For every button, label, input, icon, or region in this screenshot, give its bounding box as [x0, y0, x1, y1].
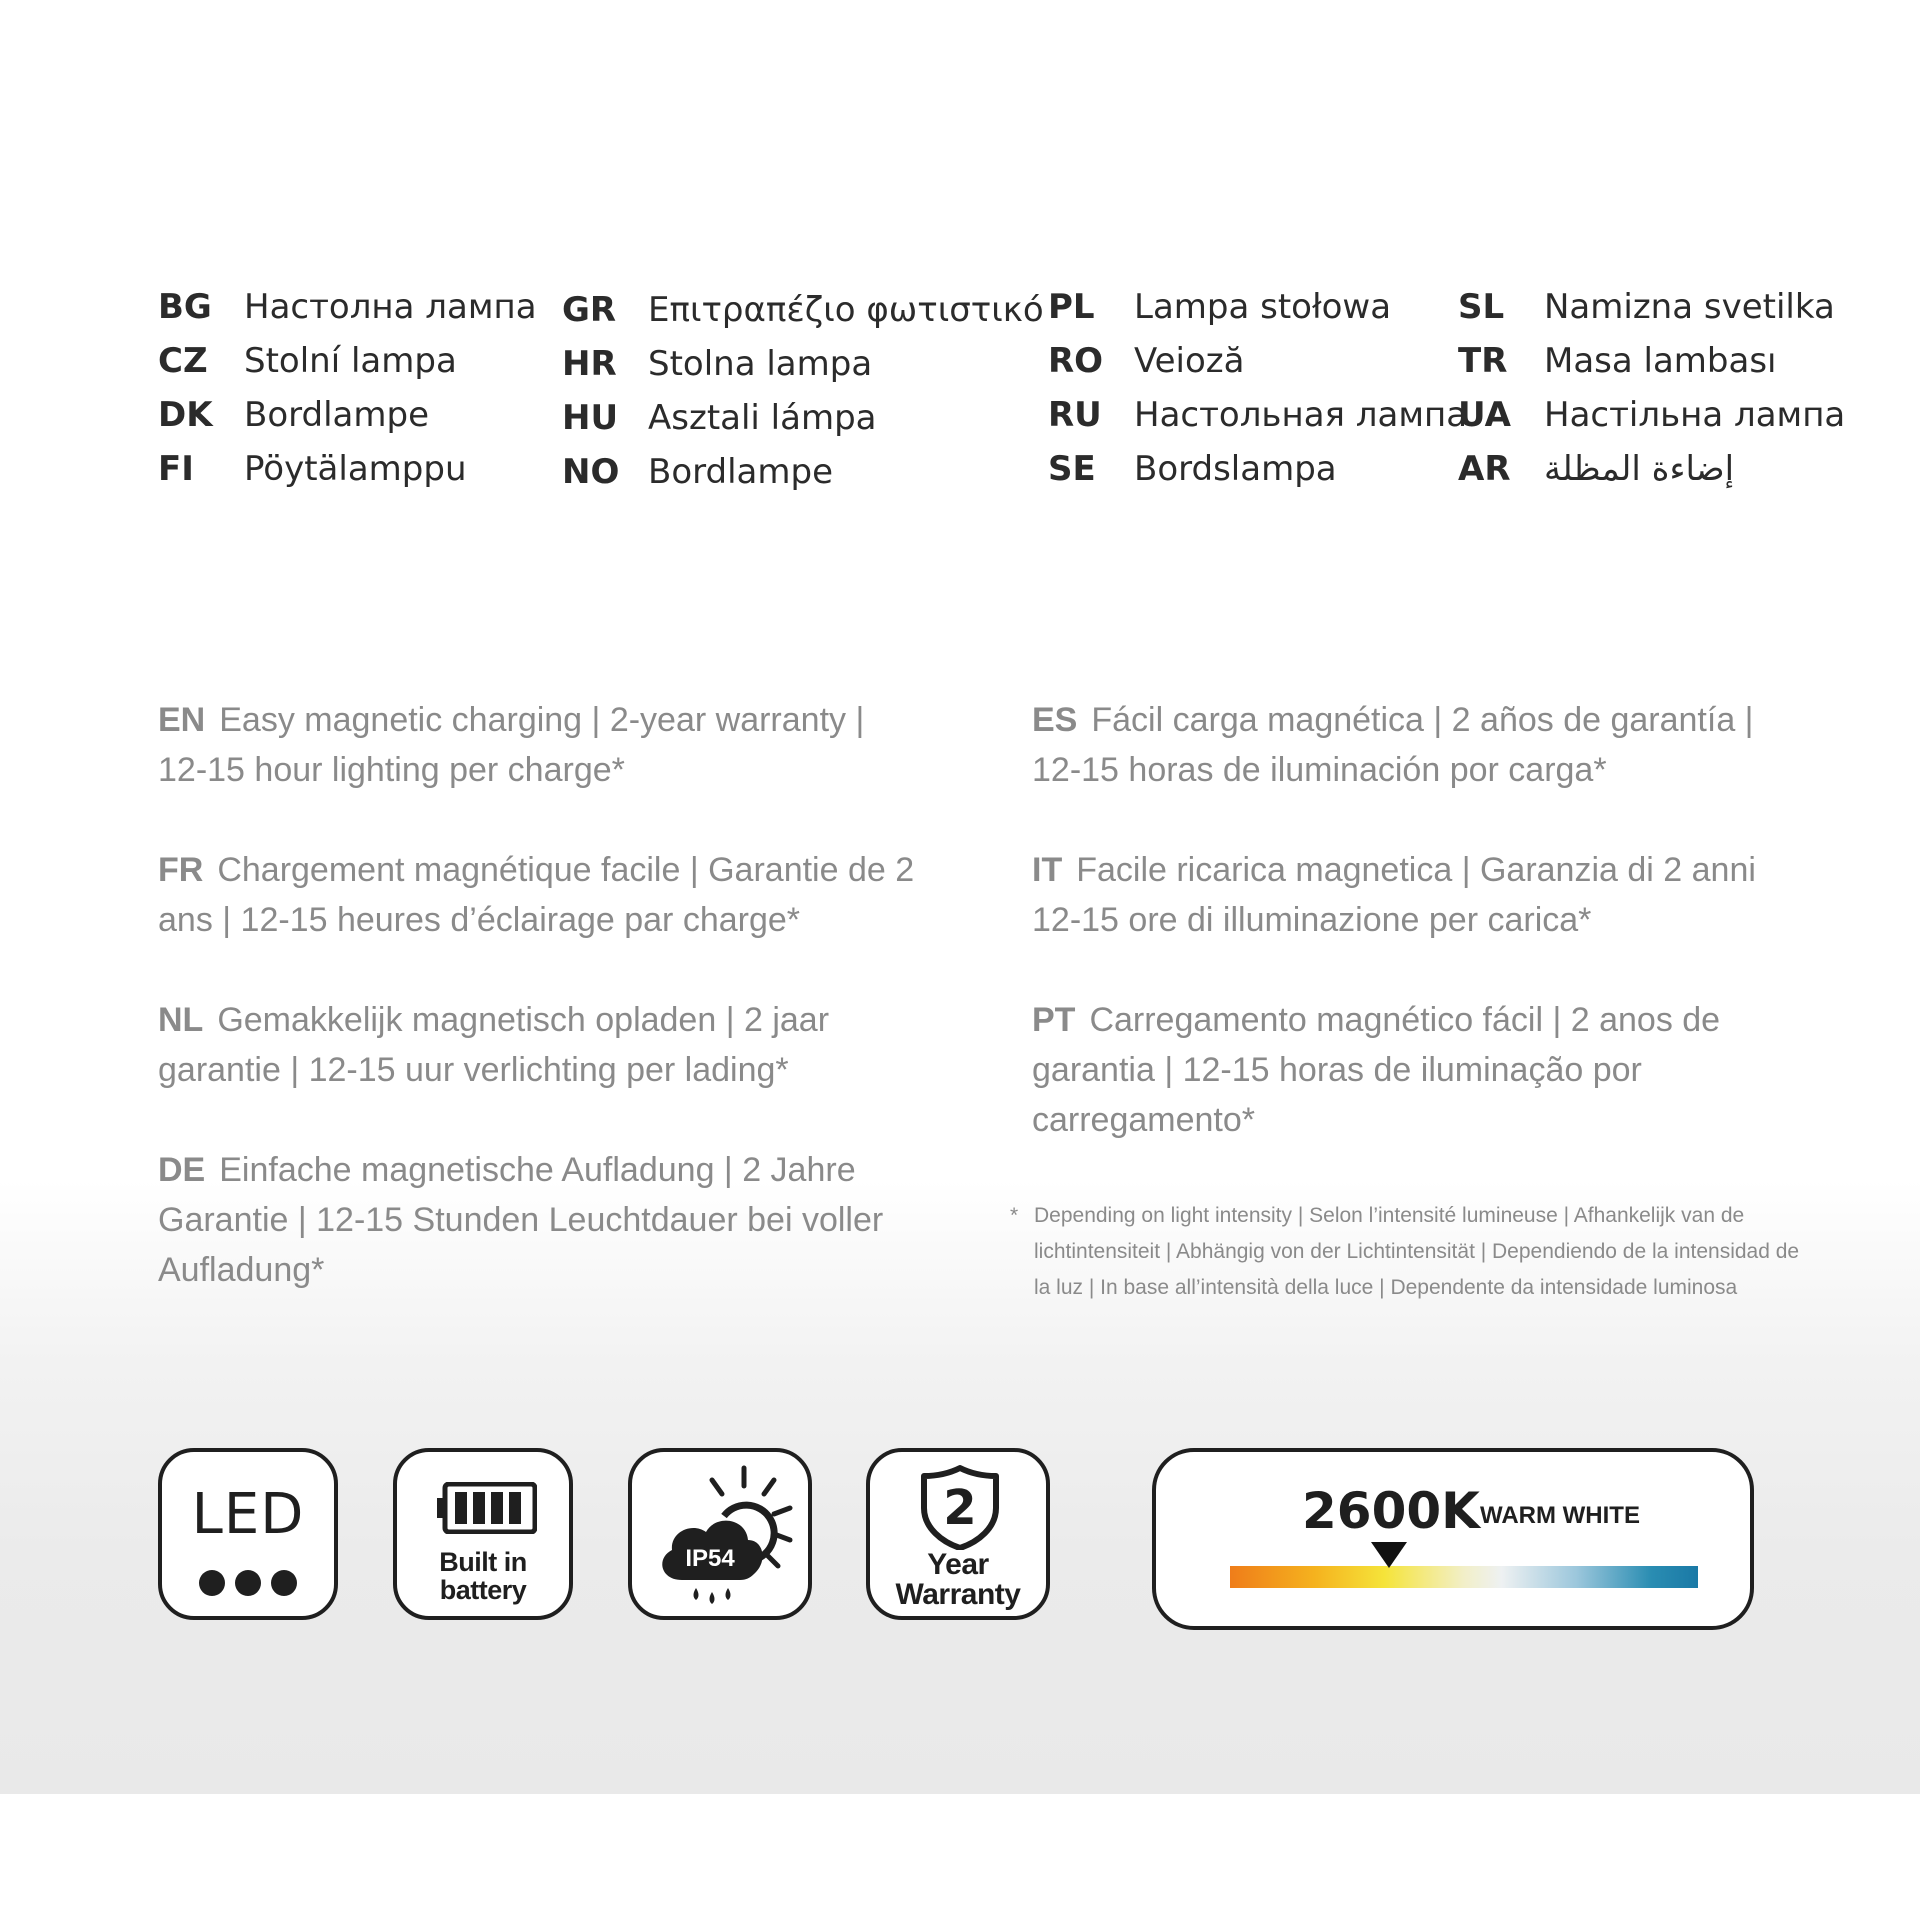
language-code: UA — [1458, 395, 1511, 435]
language-row — [1048, 334, 1467, 388]
battery-icon — [437, 1482, 537, 1534]
language-code: DE — [158, 1151, 206, 1189]
language-row — [158, 280, 537, 334]
weather-sun-cloud-rain-icon — [646, 1462, 796, 1612]
led-label: LED — [191, 1482, 305, 1547]
language-code: NL — [158, 1001, 204, 1039]
product-name: Bordlampe — [648, 452, 833, 492]
language-column-1 — [158, 280, 537, 496]
feature-text-de — [158, 1145, 918, 1295]
language-code: GR — [562, 290, 617, 330]
product-name: إضاءة المظلة — [1544, 449, 1735, 489]
language-code: SE — [1048, 449, 1096, 489]
language-code: FI — [158, 449, 194, 489]
product-name: Veioză — [1134, 341, 1245, 381]
language-row — [1458, 334, 1845, 388]
feature-description: Einfache magnetische Aufladung | 2 Jahre Garantie | 12-15 Stunden Leuchtdauer bei voller Aufladung* — [158, 1151, 884, 1289]
led-badge — [158, 1448, 338, 1620]
footnote-text: Depending on light intensity | Selon l’intensité lumineuse | Afhankelijk van de lichtintensiteit | Abhängig von der Lichtintensität | Dependiendo de la intensidad de la luz | In base all’intensità della luce | Dependente da intensidade luminosa — [1034, 1204, 1800, 1299]
color-temperature-label: WARM WHITE — [1480, 1502, 1640, 1529]
feature-description: Gemakkelijk magnetisch opladen | 2 jaar garantie | 12-15 uur verlichting per lading* — [158, 1001, 830, 1089]
battery-badge — [393, 1448, 573, 1620]
language-row — [562, 391, 1044, 445]
language-row — [1048, 280, 1467, 334]
footnote — [1010, 1198, 1810, 1306]
language-code: AR — [1458, 449, 1511, 489]
bottom-margin — [0, 1794, 1920, 1920]
language-row — [1048, 442, 1467, 496]
language-row — [562, 337, 1044, 391]
feature-description: Carregamento magnético fácil | 2 anos de garantia | 12-15 horas de iluminação por carregamento* — [1032, 1001, 1721, 1139]
battery-label — [397, 1548, 569, 1604]
feature-description: Fácil carga magnética | 2 años de garantía | 12-15 horas de iluminación por carga* — [1032, 701, 1754, 789]
feature-text-nl — [158, 995, 918, 1095]
language-code: ES — [1032, 701, 1078, 739]
language-column-4 — [1458, 280, 1845, 496]
product-name: Настільна лампа — [1544, 395, 1846, 435]
language-column-2 — [562, 283, 1044, 499]
language-code: HR — [562, 344, 617, 384]
battery-label-line2: battery — [439, 1575, 527, 1605]
warranty-label-line2: Warranty — [895, 1578, 1021, 1611]
color-temperature-value: 2600K — [1302, 1482, 1480, 1540]
warranty-label — [870, 1550, 1046, 1610]
language-row — [158, 388, 537, 442]
warranty-label-line1: Year — [927, 1548, 989, 1581]
language-row — [158, 334, 537, 388]
language-code: FR — [158, 851, 204, 889]
footnote-marker: * — [1010, 1204, 1019, 1227]
language-code: PL — [1048, 287, 1095, 327]
language-code: HU — [562, 398, 619, 438]
product-name: Bordslampa — [1134, 449, 1337, 489]
language-code: TR — [1458, 341, 1508, 381]
product-name: Επιτραπέζιο φωτιστικό — [648, 290, 1044, 330]
language-row — [1458, 442, 1845, 496]
product-name: Bordlampe — [244, 395, 429, 435]
product-name: Stolní lampa — [244, 341, 457, 381]
product-name: Lampa stołowa — [1134, 287, 1392, 327]
color-temperature-marker-icon — [1371, 1542, 1407, 1568]
language-row — [158, 442, 537, 496]
product-name: Настолна лампа — [244, 287, 537, 327]
battery-label-line1: Built in — [439, 1547, 527, 1577]
feature-text-es — [1032, 695, 1792, 795]
feature-description: Chargement magnétique facile | Garantie de 2 ans | 12-15 heures d’éclairage par charge* — [158, 851, 915, 939]
language-row — [1458, 280, 1845, 334]
shield-icon — [918, 1464, 1002, 1550]
language-code: PT — [1032, 1001, 1076, 1039]
product-name: Masa lambası — [1544, 341, 1777, 381]
led-dots-icon — [162, 1570, 334, 1600]
feature-text-pt — [1032, 995, 1792, 1145]
feature-text-en — [158, 695, 918, 795]
language-code: SL — [1458, 287, 1505, 327]
language-row — [562, 445, 1044, 499]
feature-text-fr — [158, 845, 918, 945]
feature-text-it — [1032, 845, 1792, 945]
language-code: DK — [158, 395, 213, 435]
warranty-badge — [866, 1448, 1050, 1620]
language-row — [562, 283, 1044, 337]
product-name: Pöytälamppu — [244, 449, 467, 489]
color-temperature-badge — [1152, 1448, 1754, 1630]
language-code: RU — [1048, 395, 1102, 435]
feature-description: Easy magnetic charging | 2-year warranty | 12-15 hour lighting per charge* — [158, 701, 865, 789]
language-row — [1048, 388, 1467, 442]
product-name: Stolna lampa — [648, 344, 873, 384]
product-name: Настольная лампа — [1134, 395, 1468, 435]
language-column-3 — [1048, 280, 1467, 496]
ip-rating-badge — [628, 1448, 812, 1620]
language-code: RO — [1048, 341, 1104, 381]
ip-rating-label: IP54 — [685, 1545, 735, 1572]
product-name: Asztali lámpa — [648, 398, 877, 438]
language-code: IT — [1032, 851, 1063, 889]
warranty-years: 2 — [943, 1480, 977, 1536]
feature-description: Facile ricarica magnetica | Garanzia di 2 anni 12-15 ore di illuminazione per carica* — [1032, 851, 1756, 939]
language-row — [1458, 388, 1845, 442]
color-temperature-scale — [1230, 1566, 1698, 1588]
language-code: EN — [158, 701, 206, 739]
language-code: CZ — [158, 341, 208, 381]
product-name: Namizna svetilka — [1544, 287, 1835, 327]
language-code: NO — [562, 452, 620, 492]
language-code: BG — [158, 287, 212, 327]
